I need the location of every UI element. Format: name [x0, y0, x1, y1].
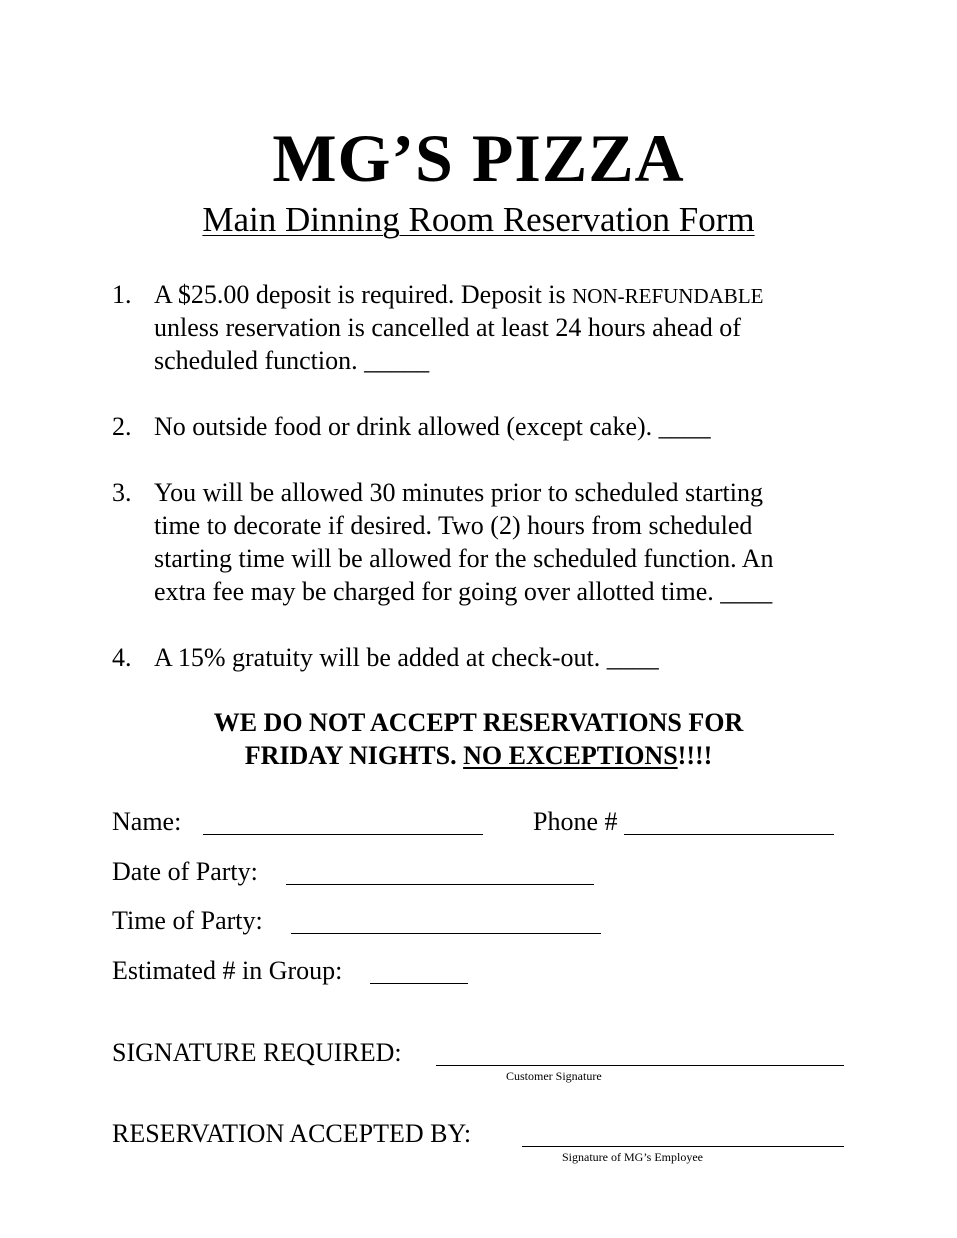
name-field[interactable]	[203, 834, 483, 835]
rule-line: You will be allowed 30 minutes prior to scheduled starting	[154, 478, 764, 507]
rule-text: A $25.00 deposit is required. Deposit is	[154, 280, 573, 309]
employee-signature-field[interactable]	[522, 1146, 844, 1147]
rule-number: 2.	[112, 412, 132, 441]
time-of-party-field[interactable]	[291, 933, 601, 934]
rule-line: No outside food or drink allowed (except cake). ____	[154, 412, 711, 441]
form-subtitle	[0, 198, 957, 242]
signature-required-label: SIGNATURE REQUIRED:	[112, 1038, 402, 1067]
date-of-party-field[interactable]	[286, 884, 594, 885]
rule-line: unless reservation is cancelled at least 24 hours ahead of	[154, 313, 741, 342]
rule-number: 3.	[112, 478, 132, 507]
rule-line: extra fee may be charged for going over allotted time. ____	[154, 577, 773, 606]
customer-signature-field[interactable]	[436, 1065, 844, 1066]
rule-number: 1.	[112, 280, 132, 309]
rule-line: time to decorate if desired. Two (2) hours from scheduled	[154, 511, 753, 540]
rule-line: scheduled function. _____	[154, 346, 430, 375]
rule-line: A 15% gratuity will be added at check-out. ____	[154, 643, 659, 672]
phone-field[interactable]	[624, 834, 834, 835]
form-subtitle-text: Main Dinning Room Reservation Form	[202, 200, 755, 239]
notice-suffix: !!!!	[677, 741, 713, 770]
notice-prefix: FRIDAY NIGHTS.	[244, 741, 464, 770]
employee-signature-caption: Signature of MG’s Employee	[562, 1150, 703, 1164]
group-size-field[interactable]	[370, 983, 468, 984]
name-label: Name:	[112, 807, 182, 836]
phone-label: Phone #	[533, 807, 618, 836]
no-exceptions-text: NO EXCEPTIONS	[463, 741, 678, 770]
time-of-party-label: Time of Party:	[112, 906, 263, 935]
non-refundable-text: NON-REFUNDABLE	[572, 284, 764, 308]
rule-number: 4.	[112, 643, 132, 672]
friday-notice-line-2	[0, 739, 957, 772]
reservation-accepted-label: RESERVATION ACCEPTED BY:	[112, 1119, 472, 1148]
date-of-party-label: Date of Party:	[112, 857, 258, 886]
page-title: MG’S PIZZA	[272, 120, 685, 196]
rule-line: starting time will be allowed for the scheduled function. An	[154, 544, 774, 573]
group-size-label: Estimated # in Group:	[112, 956, 343, 985]
friday-notice-line-1: WE DO NOT ACCEPT RESERVATIONS FOR	[213, 708, 744, 737]
customer-signature-caption: Customer Signature	[506, 1069, 602, 1083]
rule-line	[154, 278, 763, 313]
